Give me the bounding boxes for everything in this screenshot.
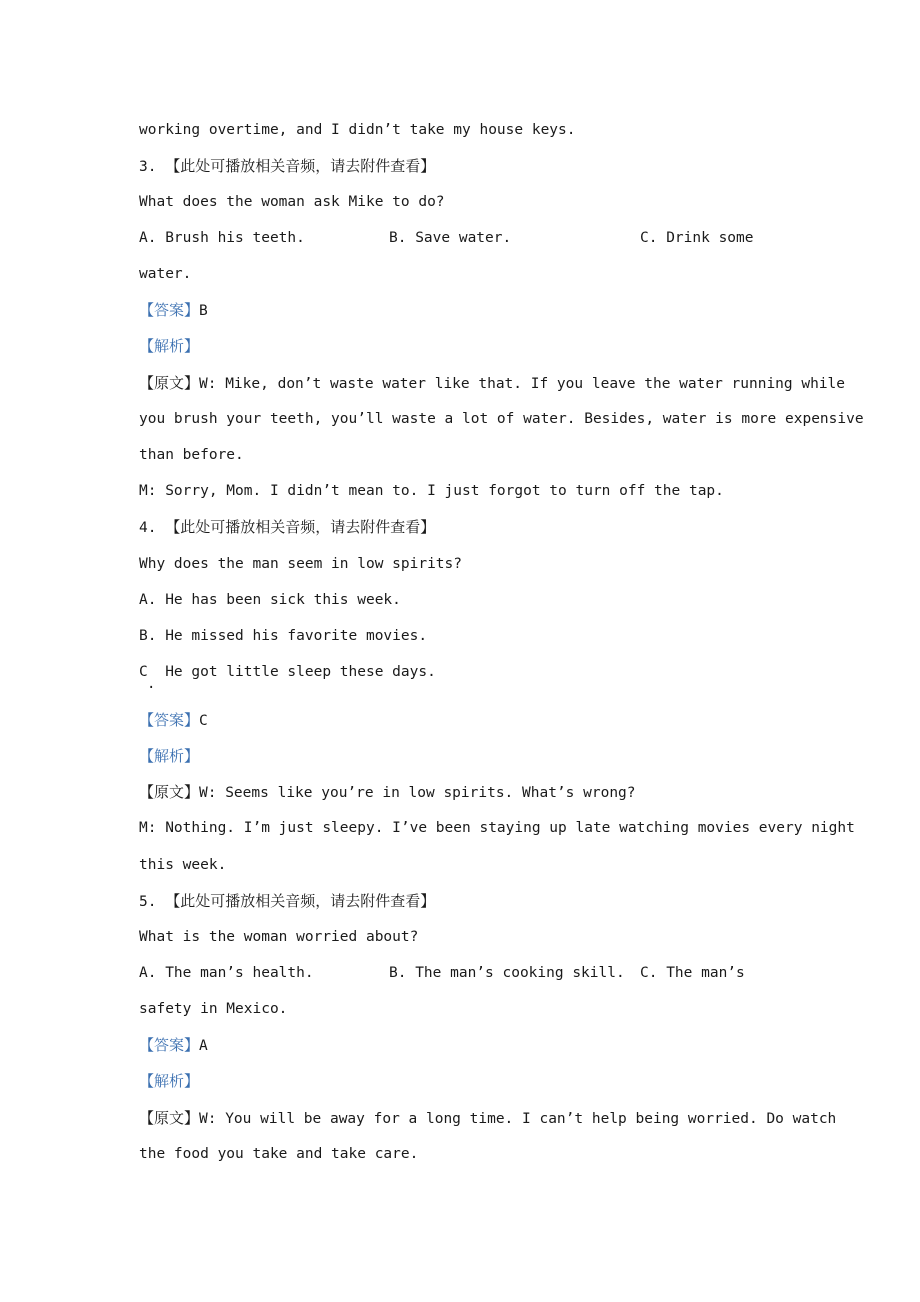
answer-line bbox=[139, 710, 208, 731]
question-number: 5. bbox=[139, 894, 157, 910]
analysis-label: 【解析】 bbox=[139, 1072, 200, 1090]
transcript-label: 【原文】 bbox=[139, 374, 200, 392]
transcript-line: the food you take and take care. bbox=[139, 1146, 419, 1162]
transcript-line: M: Nothing. I’m just sleepy. I’ve been staying up late watching movies every night bbox=[139, 820, 855, 836]
transcript-label: 【原文】 bbox=[139, 1109, 200, 1127]
answer-label: 【答案】 bbox=[139, 711, 200, 729]
transcript-label: 【原文】 bbox=[139, 783, 200, 801]
transcript-line bbox=[139, 782, 636, 803]
transcript-text: W: Seems like you’re in low spirits. What’s wrong? bbox=[199, 785, 636, 801]
analysis-label: 【解析】 bbox=[139, 337, 200, 355]
audio-notice: 【此处可播放相关音频，请去附件查看】 bbox=[165, 157, 436, 175]
question-4-text: Why does the man seem in low spirits? bbox=[139, 556, 463, 572]
question-number: 4. bbox=[139, 520, 157, 536]
transcript-line: this week. bbox=[139, 857, 227, 873]
answer-label: 【答案】 bbox=[139, 1036, 200, 1054]
option-a: A. Brush his teeth. bbox=[139, 230, 305, 246]
analysis-line bbox=[139, 746, 199, 767]
option-a: A. The man’s health. bbox=[139, 965, 314, 981]
answer-label: 【答案】 bbox=[139, 301, 200, 319]
transcript-text: W: You will be away for a long time. I can’t help being worried. Do watch bbox=[199, 1111, 837, 1127]
analysis-line bbox=[139, 336, 199, 357]
transcript-line bbox=[139, 373, 845, 394]
transcript-text: W: Mike, don’t waste water like that. If you leave the water running while bbox=[199, 376, 846, 392]
transcript-line: than before. bbox=[139, 447, 244, 463]
transcript-line: you brush your teeth, you’ll waste a lot of water. Besides, water is more expensive bbox=[139, 411, 864, 427]
option-c-continued: safety in Mexico. bbox=[139, 1001, 288, 1017]
transcript-line bbox=[139, 1108, 836, 1129]
stray-dot: · bbox=[147, 680, 156, 696]
question-5-text: What is the woman worried about? bbox=[139, 929, 419, 945]
option-b: B. He missed his favorite movies. bbox=[139, 628, 428, 644]
question-3-text: What does the woman ask Mike to do? bbox=[139, 194, 445, 210]
option-b: B. Save water. bbox=[389, 230, 512, 246]
analysis-line bbox=[139, 1071, 199, 1092]
answer-line bbox=[139, 1035, 208, 1056]
option-a: A. He has been sick this week. bbox=[139, 592, 401, 608]
audio-notice: 【此处可播放相关音频，请去附件查看】 bbox=[165, 892, 436, 910]
answer-line bbox=[139, 300, 208, 321]
option-b: B. The man’s cooking skill. bbox=[389, 965, 625, 981]
answer-value: C bbox=[199, 713, 208, 729]
option-c: C. Drink some bbox=[640, 230, 754, 246]
question-3-heading bbox=[139, 156, 435, 177]
option-c: C He got little sleep these days. bbox=[139, 664, 436, 680]
answer-value: B bbox=[199, 303, 208, 319]
text-line: working overtime, and I didn’t take my house keys. bbox=[139, 122, 576, 138]
option-c: C. The man’s bbox=[640, 965, 745, 981]
analysis-label: 【解析】 bbox=[139, 747, 200, 765]
transcript-line: M: Sorry, Mom. I didn’t mean to. I just forgot to turn off the tap. bbox=[139, 483, 724, 499]
audio-notice: 【此处可播放相关音频，请去附件查看】 bbox=[165, 518, 436, 536]
question-4-heading bbox=[139, 517, 435, 538]
question-number: 3. bbox=[139, 159, 157, 175]
option-c-continued: water. bbox=[139, 266, 192, 282]
answer-value: A bbox=[199, 1038, 208, 1054]
question-5-heading bbox=[139, 891, 435, 912]
